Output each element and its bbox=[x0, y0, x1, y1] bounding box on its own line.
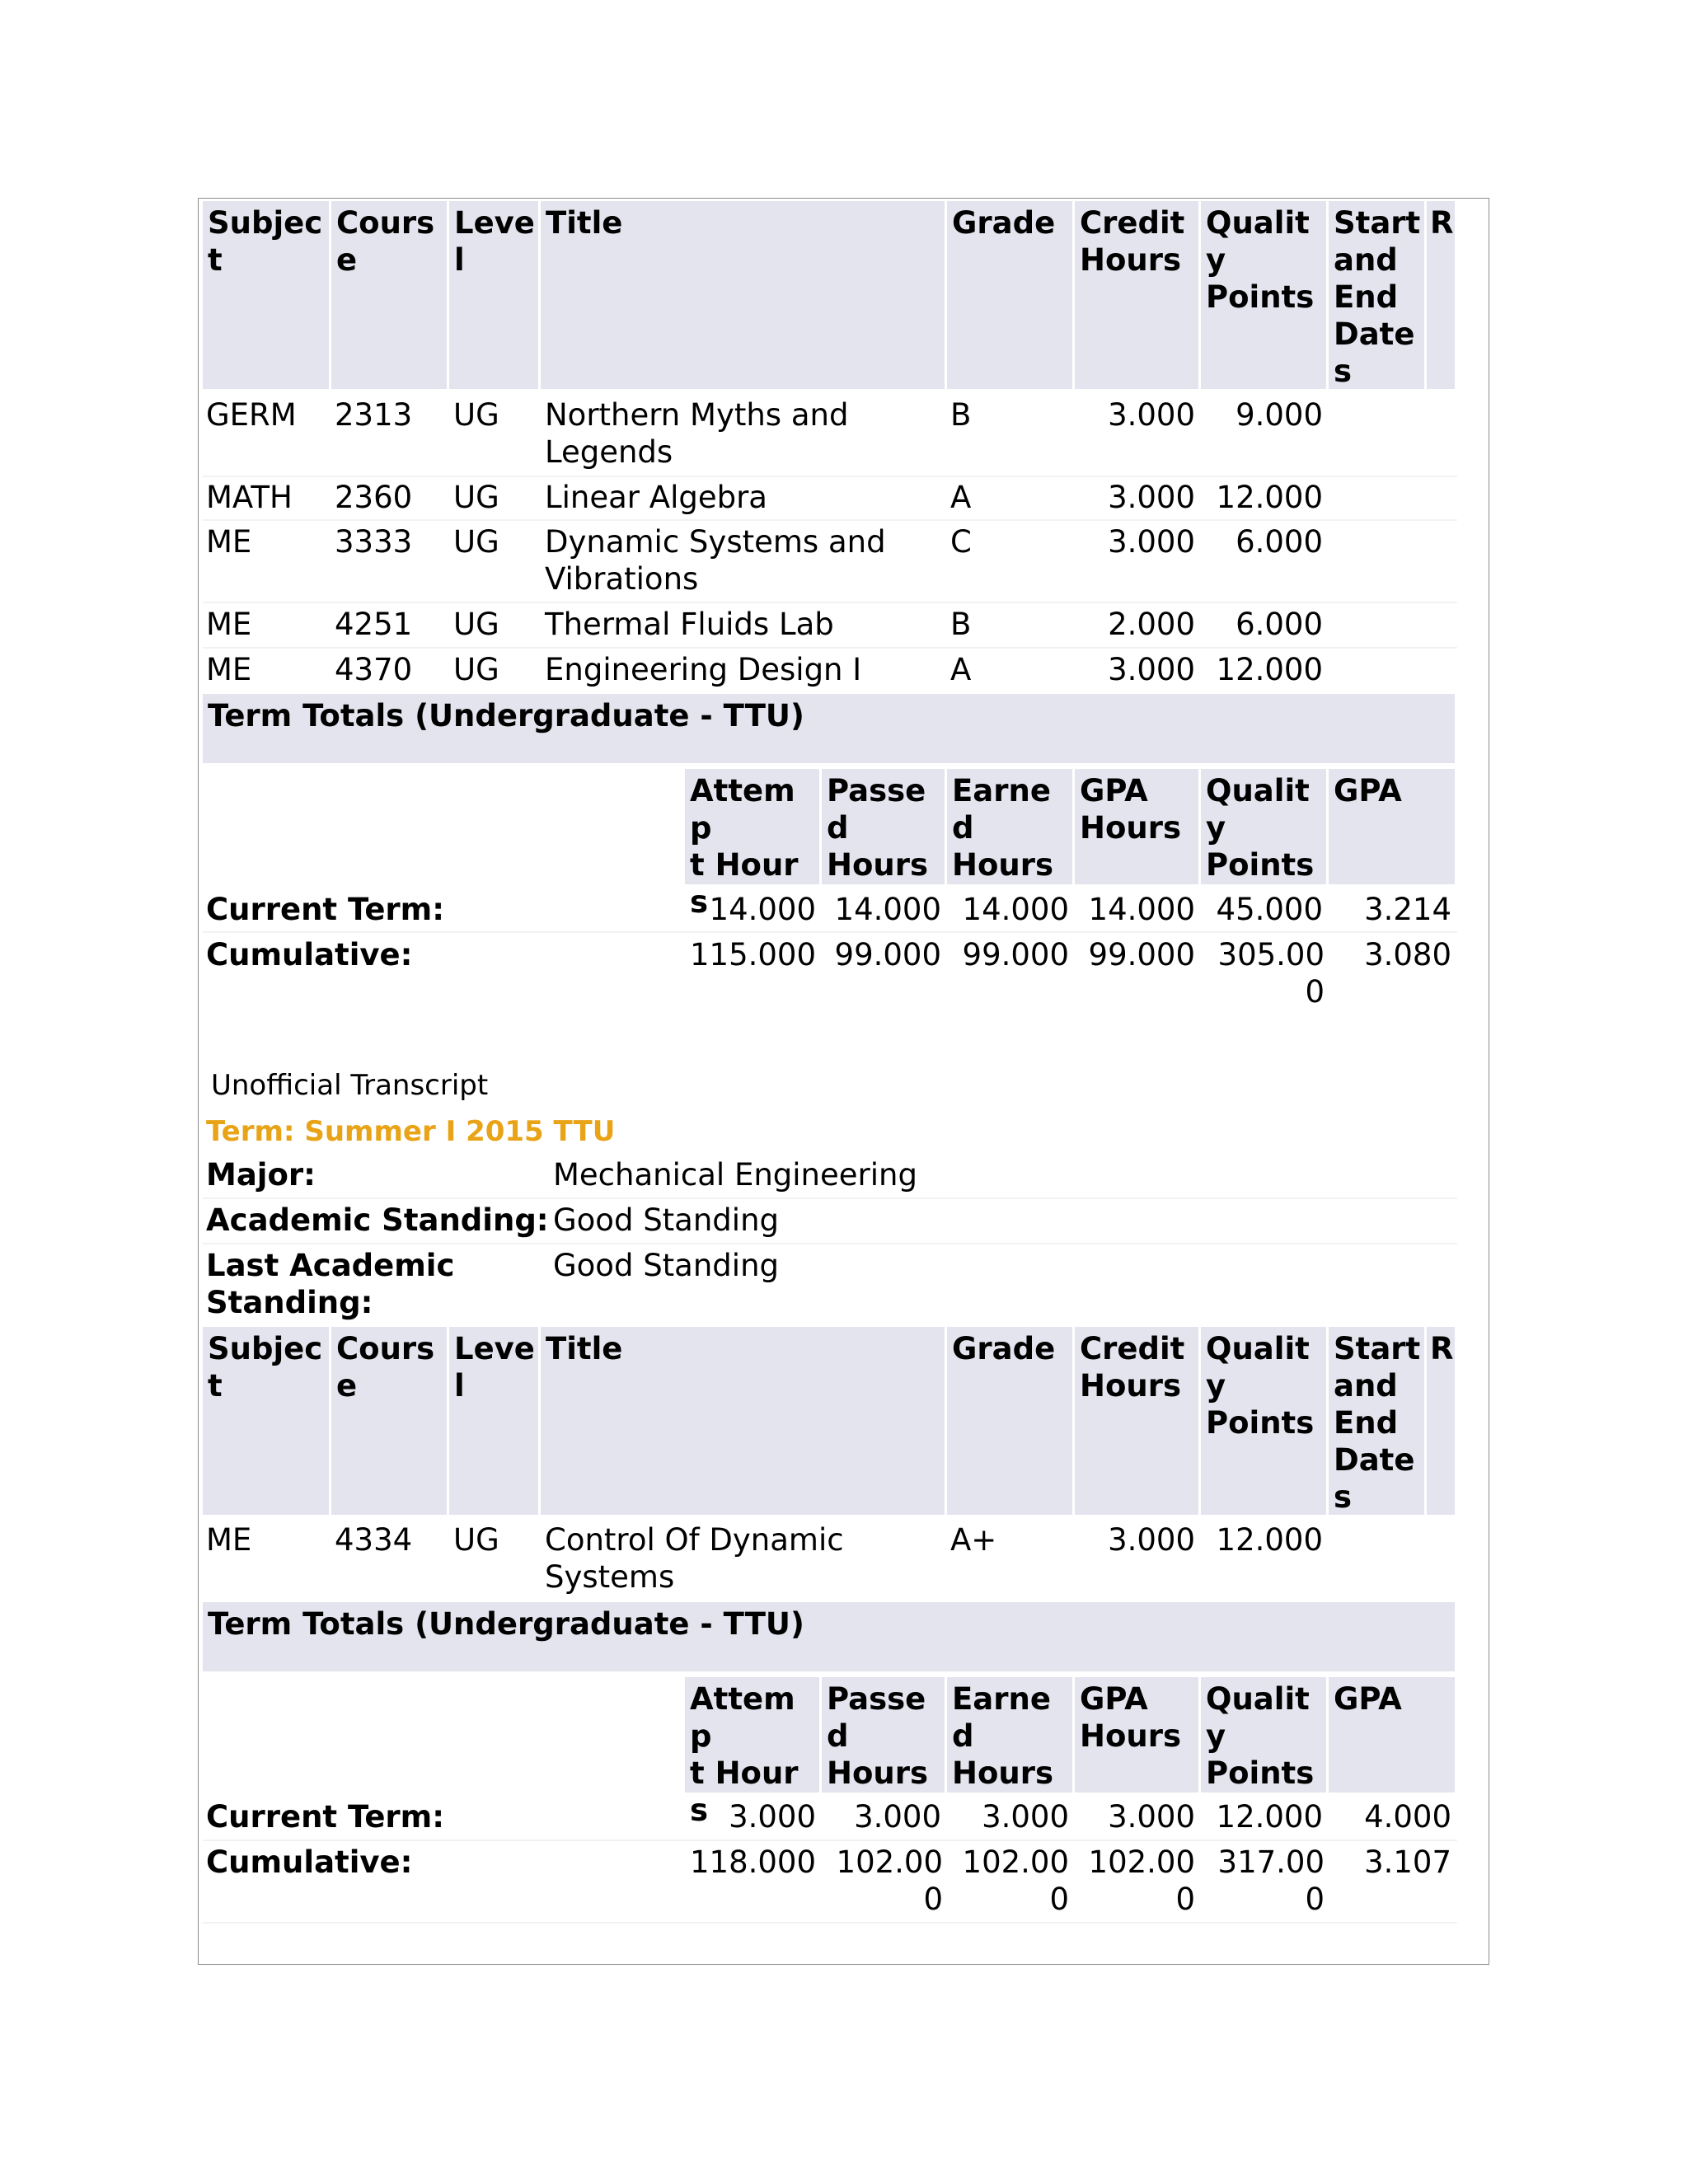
current-term-label: Current Term: bbox=[206, 1799, 445, 1835]
cell-grade: C bbox=[950, 524, 972, 560]
cell-title: Thermal Fluids Lab bbox=[545, 607, 834, 642]
cell-course: 4251 bbox=[335, 607, 413, 642]
cell-credit-hours: 3.000 bbox=[1108, 480, 1195, 515]
cell-earned-hours: 14.000 bbox=[962, 892, 1069, 927]
cell-quality-points: 6.000 bbox=[1236, 524, 1323, 560]
cell-level: UG bbox=[453, 397, 499, 433]
header-title: Title bbox=[541, 201, 945, 389]
cumulative-label: Cumulative: bbox=[206, 937, 413, 972]
cell-level: UG bbox=[453, 1522, 499, 1558]
header-totals-quality-points: Qualit y Points bbox=[1201, 1677, 1326, 1793]
row-divider bbox=[203, 519, 1457, 521]
cell-quality-points: 12.000 bbox=[1216, 652, 1323, 687]
cell-credit-hours: 3.000 bbox=[1108, 524, 1195, 560]
term-totals-header bbox=[203, 1602, 1455, 1671]
cell-quality-points: 305.000 bbox=[1217, 937, 1325, 1010]
cell-gpa: 3.107 bbox=[1364, 1844, 1451, 1880]
header-level: Leve l bbox=[449, 1327, 538, 1515]
header-gpa-hours: GPA Hours bbox=[1075, 769, 1198, 884]
cell-level: UG bbox=[453, 652, 499, 687]
cell-credit-hours: 3.000 bbox=[1108, 397, 1195, 433]
cell-title: Control Of Dynamic Systems bbox=[545, 1522, 844, 1595]
row-divider bbox=[203, 647, 1457, 649]
row-divider bbox=[203, 1922, 1457, 1924]
cumulative-label: Cumulative: bbox=[206, 1844, 413, 1880]
cell-title: Northern Myths and Legends bbox=[545, 397, 849, 470]
cell-attempt-hours: 3.000 bbox=[729, 1799, 816, 1835]
term-title: Term: Summer I 2015 TTU bbox=[206, 1115, 616, 1148]
cell-gpa-hours: 102.000 bbox=[1088, 1844, 1195, 1917]
header-subject: Subjec t bbox=[203, 1327, 329, 1515]
cell-subject: ME bbox=[206, 524, 252, 560]
cell-gpa-hours: 99.000 bbox=[1088, 937, 1195, 972]
cell-quality-points: 45.000 bbox=[1216, 892, 1323, 927]
header-credit-hours: Credit Hours bbox=[1075, 201, 1198, 389]
header-start-end-dates: Start and End Date s bbox=[1329, 1327, 1424, 1515]
current-term-label: Current Term: bbox=[206, 892, 445, 927]
major-value: Mechanical Engineering bbox=[553, 1157, 917, 1193]
cell-subject: ME bbox=[206, 652, 252, 687]
cell-credit-hours: 3.000 bbox=[1108, 652, 1195, 687]
header-credit-hours: Credit Hours bbox=[1075, 1327, 1198, 1515]
cell-level: UG bbox=[453, 524, 499, 560]
cell-earned-hours: 102.000 bbox=[962, 1844, 1069, 1917]
cell-gpa: 3.214 bbox=[1364, 892, 1451, 927]
cell-gpa: 4.000 bbox=[1364, 1799, 1451, 1835]
cell-quality-points: 12.000 bbox=[1216, 1799, 1323, 1835]
header-subject: Subjec t bbox=[203, 201, 329, 389]
cell-title: Linear Algebra bbox=[545, 480, 767, 515]
row-divider bbox=[203, 931, 1457, 933]
term-totals-header bbox=[203, 694, 1455, 763]
row-divider bbox=[203, 476, 1457, 477]
cell-subject: ME bbox=[206, 1522, 252, 1558]
header-attempt-hours: Attemp t Hours bbox=[685, 1677, 819, 1793]
row-divider bbox=[203, 1243, 1457, 1244]
header-grade: Grade bbox=[947, 1327, 1072, 1515]
header-course: Cours e bbox=[331, 201, 447, 389]
header-r: R bbox=[1427, 1327, 1455, 1515]
cell-attempt-hours: 118.000 bbox=[689, 1844, 816, 1880]
cell-earned-hours: 99.000 bbox=[962, 937, 1069, 972]
cell-course: 4334 bbox=[335, 1522, 413, 1558]
cell-passed-hours: 102.000 bbox=[836, 1844, 943, 1917]
header-totals-quality-points: Qualit y Points bbox=[1201, 769, 1326, 884]
cell-quality-points: 317.000 bbox=[1217, 1844, 1325, 1917]
cell-passed-hours: 14.000 bbox=[834, 892, 941, 927]
cell-course: 2313 bbox=[335, 397, 413, 433]
header-level: Leve l bbox=[449, 201, 538, 389]
row-divider bbox=[203, 1840, 1457, 1841]
academic-standing-value: Good Standing bbox=[553, 1202, 780, 1238]
header-earned-hours: Earne d Hours bbox=[947, 769, 1072, 884]
header-passed-hours: Passe d Hours bbox=[822, 1677, 945, 1793]
term-totals-title: Term Totals (Undergraduate - TTU) bbox=[208, 698, 804, 733]
header-gpa-hours: GPA Hours bbox=[1075, 1677, 1198, 1793]
cell-course: 3333 bbox=[335, 524, 413, 560]
academic-standing-label: Academic Standing: bbox=[206, 1202, 549, 1238]
header-grade: Grade bbox=[947, 201, 1072, 389]
cell-grade: A+ bbox=[950, 1522, 997, 1558]
cell-gpa-hours: 3.000 bbox=[1108, 1799, 1195, 1835]
section-label: Unofficial Transcript bbox=[211, 1069, 489, 1102]
last-academic-standing-label: Last Academic Standing: bbox=[206, 1248, 455, 1320]
header-title: Title bbox=[541, 1327, 945, 1515]
major-label: Major: bbox=[206, 1157, 316, 1193]
header-gpa: GPA bbox=[1329, 1677, 1455, 1793]
cell-quality-points: 9.000 bbox=[1236, 397, 1323, 433]
cell-gpa: 3.080 bbox=[1364, 937, 1451, 972]
term-totals-title: Term Totals (Undergraduate - TTU) bbox=[208, 1606, 804, 1642]
cell-attempt-hours: 14.000 bbox=[709, 892, 816, 927]
cell-credit-hours: 3.000 bbox=[1108, 1522, 1195, 1558]
cell-quality-points: 6.000 bbox=[1236, 607, 1323, 642]
cell-gpa-hours: 14.000 bbox=[1088, 892, 1195, 927]
cell-quality-points: 12.000 bbox=[1216, 1522, 1323, 1558]
cell-grade: B bbox=[950, 397, 972, 433]
cell-subject: GERM bbox=[206, 397, 297, 433]
cell-quality-points: 12.000 bbox=[1216, 480, 1323, 515]
row-divider bbox=[203, 602, 1457, 603]
cell-subject: ME bbox=[206, 607, 252, 642]
header-course: Cours e bbox=[331, 1327, 447, 1515]
cell-attempt-hours: 115.000 bbox=[689, 937, 816, 972]
header-attempt-hours: Attemp t Hours bbox=[685, 769, 819, 884]
cell-credit-hours: 2.000 bbox=[1108, 607, 1195, 642]
cell-earned-hours: 3.000 bbox=[982, 1799, 1069, 1835]
cell-course: 4370 bbox=[335, 652, 413, 687]
cell-title: Engineering Design I bbox=[545, 652, 862, 687]
header-passed-hours: Passe d Hours bbox=[822, 769, 945, 884]
cell-title: Dynamic Systems and Vibrations bbox=[545, 524, 886, 597]
cell-grade: A bbox=[950, 652, 972, 687]
cell-grade: A bbox=[950, 480, 972, 515]
row-divider bbox=[203, 1197, 1457, 1199]
header-quality-points: Qualit y Points bbox=[1201, 201, 1326, 389]
cell-level: UG bbox=[453, 607, 499, 642]
cell-passed-hours: 99.000 bbox=[834, 937, 941, 972]
cell-subject: MATH bbox=[206, 480, 293, 515]
header-start-end-dates: Start and End Date s bbox=[1329, 201, 1424, 389]
cell-grade: B bbox=[950, 607, 972, 642]
header-quality-points: Qualit y Points bbox=[1201, 1327, 1326, 1515]
header-gpa: GPA bbox=[1329, 769, 1455, 884]
last-academic-standing-value: Good Standing bbox=[553, 1248, 780, 1283]
cell-course: 2360 bbox=[335, 480, 413, 515]
header-earned-hours: Earne d Hours bbox=[947, 1677, 1072, 1793]
header-r: R bbox=[1427, 201, 1455, 389]
cell-passed-hours: 3.000 bbox=[854, 1799, 941, 1835]
cell-level: UG bbox=[453, 480, 499, 515]
